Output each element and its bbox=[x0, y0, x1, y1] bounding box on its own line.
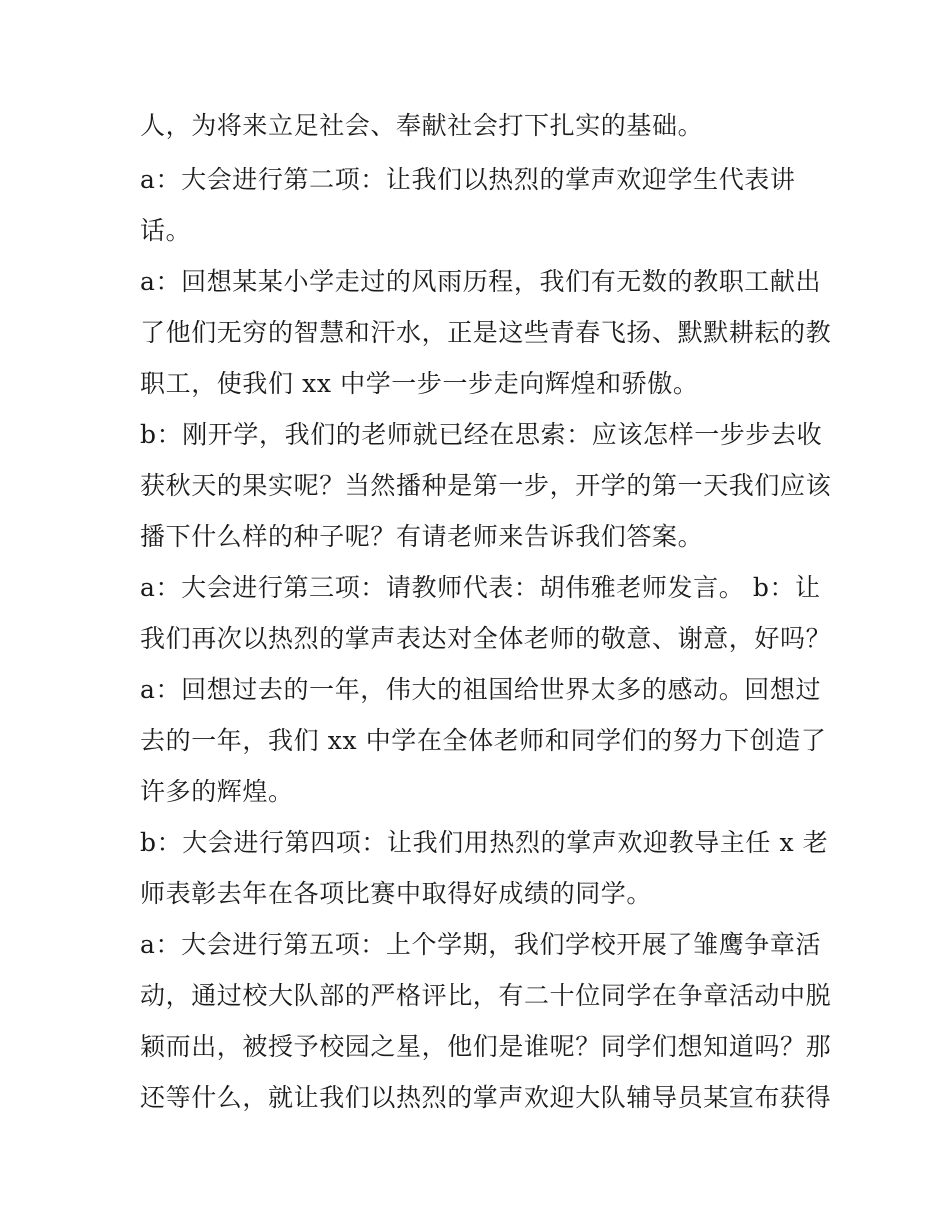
text-line: 动，通过校大队部的严格评比，有二十位同学在争章活动中脱 bbox=[140, 981, 832, 1010]
text-line: 职工，使我们 xx 中学一步一步走向辉煌和骄傲。 bbox=[140, 369, 699, 398]
text-line: b：大会进行第四项：让我们用热烈的掌声欢迎教导主任 x 老 bbox=[140, 828, 829, 857]
text-line: 获秋天的果实呢？当然播种是第一步，开学的第一天我们应该 bbox=[140, 471, 832, 500]
text-line: 还等什么，就让我们以热烈的掌声欢迎大队辅导员某宣布获得 bbox=[140, 1083, 832, 1112]
text-line: 去的一年，我们 xx 中学在全体老师和同学们的努力下创造了 bbox=[140, 726, 827, 755]
text-line: 人，为将来立足社会、奉献社会打下扎实的基础。 bbox=[140, 111, 704, 140]
text-line: a：回想某某小学走过的风雨历程，我们有无数的教职工献出 bbox=[140, 267, 822, 296]
text-line: 颖而出，被授予校园之星，他们是谁呢？同学们想知道吗？那 bbox=[140, 1032, 832, 1061]
text-line: a：回想过去的一年，伟大的祖国给世界太多的感动。回想过 bbox=[140, 675, 822, 704]
text-line: 我们再次以热烈的掌声表达对全体老师的敬意、谢意，好吗？ bbox=[140, 624, 832, 653]
text-line: 了他们无穷的智慧和汗水，正是这些青春飞扬、默默耕耘的教 bbox=[140, 318, 832, 347]
text-line: 许多的辉煌。 bbox=[140, 777, 294, 806]
text-line: 播下什么样的种子呢？有请老师来告诉我们答案。 bbox=[140, 522, 704, 551]
text-line: a：大会进行第五项：上个学期，我们学校开展了雏鹰争章活 bbox=[140, 930, 822, 959]
text-line: 师表彰去年在各项比赛中取得好成绩的同学。 bbox=[140, 879, 653, 908]
text-line: b：刚开学，我们的老师就已经在思索：应该怎样一步步去收 bbox=[140, 420, 823, 449]
text-line: a：大会进行第二项：让我们以热烈的掌声欢迎学生代表讲 bbox=[140, 165, 796, 194]
text-line: a：大会进行第三项：请教师代表：胡伟雅老师发言。 b：让 bbox=[140, 573, 821, 602]
text-line: 话。 bbox=[140, 216, 192, 245]
